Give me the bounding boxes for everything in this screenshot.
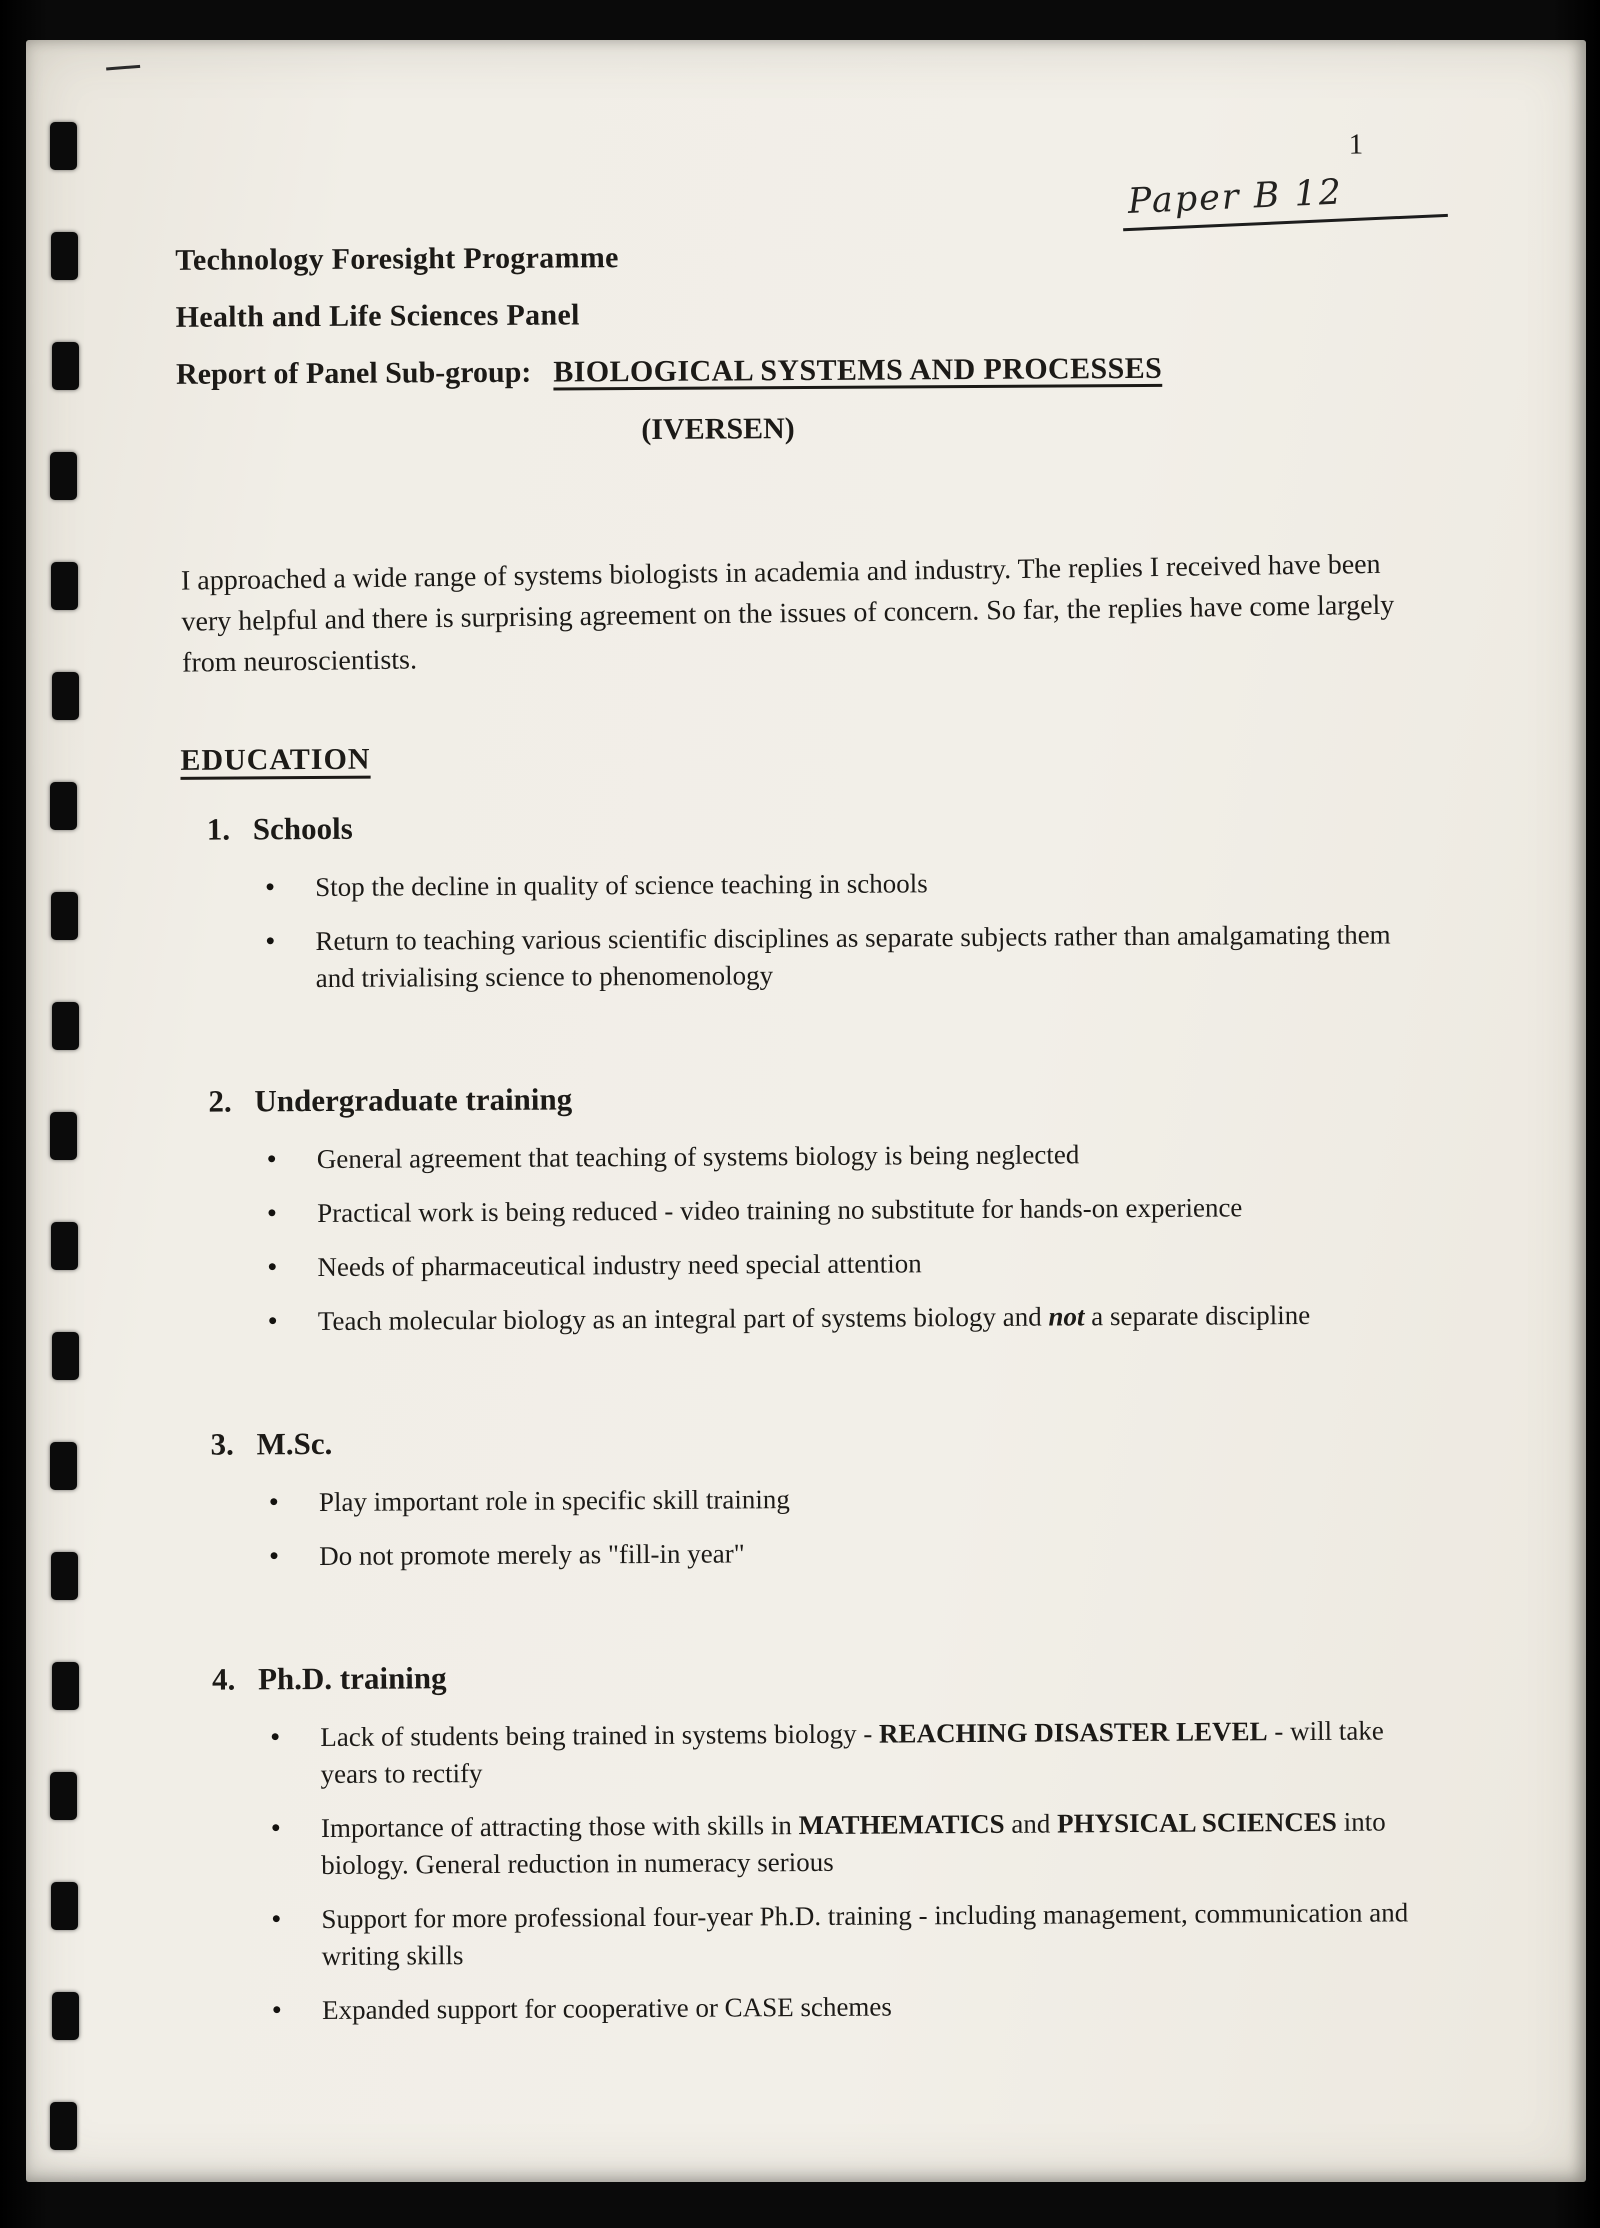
text-run: Do not promote merely as "fill-in year" [319,1538,745,1572]
text-run: Practical work is being reduced - video training no substitute for hands-on experience [317,1192,1243,1229]
section [182,1076,1434,1341]
bullet-icon: ● [269,1547,279,1565]
text-run: a separate discipline [1084,1299,1311,1332]
section-number: 1. [206,811,231,847]
bullet-icon: ● [267,1204,277,1222]
section [186,1654,1438,2030]
section-number: 4. [211,1661,236,1697]
text-run: and [1004,1808,1058,1839]
bullet-text [317,1242,1433,1286]
section [184,1419,1435,1576]
section-number: 3. [210,1426,234,1462]
bullet-item [181,916,1431,998]
header-report-line [176,352,1162,392]
bullet-item [183,1242,1433,1287]
bullet-text [319,1477,1435,1521]
sections [180,736,1438,2047]
bullet-text [317,1134,1433,1178]
education-heading: EDUCATION [180,742,371,777]
section-title: Schools [252,810,353,847]
document-header [175,238,1162,450]
report-prefix: Report of Panel Sub-group: [175,355,532,391]
page-content [26,35,1599,2186]
text-run: MATHEMATICS [798,1808,1005,1841]
section-heading [181,804,1431,848]
text-run: Return to teaching various scientific disciplines as separate subjects rather than amalgamating them and trivialising science to phenomenology [315,919,1391,994]
header-programme: Technology Foresight Programme [175,241,619,277]
text-run: PHYSICAL SCIENCES [1056,1806,1337,1839]
text-run: Support for more professional four-year Ph.D. training - including management, communication and writing skills [321,1897,1409,1971]
bullet-item [187,1803,1437,1885]
bullet-item [185,1531,1435,1576]
bullet-icon: ● [270,1728,281,1746]
bullet-text [321,1894,1437,1975]
text-run: Lack of students being trained in systems biology - [320,1718,880,1752]
bullet-item [183,1134,1433,1179]
section-title: Ph.D. training [257,1660,447,1697]
bullet-text [320,1712,1436,1793]
bullet-icon: ● [268,1493,279,1511]
text-run: Teach molecular biology as an integral part of systems biology and [317,1301,1049,1337]
bullet-item [186,1712,1436,1794]
section-heading [182,1076,1432,1120]
report-author: (IVERSEN) [641,412,795,447]
bullet-icon: ● [270,1819,281,1837]
report-title: BIOLOGICAL SYSTEMS AND PROCESSES [553,351,1163,389]
bullet-text [317,1188,1433,1232]
section-title: Undergraduate training [254,1081,573,1119]
section-heading [186,1654,1436,1698]
pen-mark [106,65,140,71]
text-run: into biology. General reduction in numeracy serious [321,1806,1386,1880]
section [181,804,1432,998]
text-run: General agreement that teaching of systems biology is being neglected [316,1139,1080,1175]
handwritten-annotation: Paper B 12 [1121,168,1448,231]
bullet-text [321,1803,1437,1884]
bullet-icon: ● [271,2001,282,2019]
text-run: REACHING DISASTER LEVEL [878,1716,1268,1749]
section-heading [184,1419,1434,1463]
text-run: Expanded support for cooperative or CASE schemes [321,1991,892,2025]
bullet-item [185,1477,1435,1522]
bullet-item [187,1894,1437,1976]
text-run: Importance of attracting those with skills in [320,1810,799,1843]
section-list [181,804,1438,2030]
bullet-icon: ● [265,932,276,950]
bullet-icon: ● [266,1150,277,1168]
document-page [26,40,1586,2182]
page-number: 1 [1348,128,1364,161]
bullet-item [188,1985,1438,2030]
text-run: not [1048,1301,1085,1332]
bullet-item [181,862,1431,907]
bullet-item [183,1188,1433,1233]
bullet-text [318,1296,1434,1340]
text-run: Play important role in specific skill training [318,1484,790,1518]
bullet-icon: ● [271,1910,282,1928]
intro-paragraph: I approached a wide range of systems biologists in academia and industry. The replies I received have been very helpful and there is surprising agreement on the issues of concern. So far, the replies have come largely from neuroscientists. [180,548,1395,679]
bullet-text [322,1985,1438,2029]
section-title: M.Sc. [256,1425,333,1462]
bullet-icon: ● [267,1258,278,1276]
bullet-text [315,862,1431,906]
header-panel: Health and Life Sciences Panel [175,298,580,334]
bullet-text [315,916,1431,997]
text-run: - will take years to rectify [320,1715,1384,1789]
bullet-icon: ● [267,1312,278,1330]
text-run: Needs of pharmaceutical industry need special attention [317,1248,922,1283]
bullet-item [184,1296,1434,1341]
bullet-icon: ● [265,878,275,896]
text-run: Stop the decline in quality of science teaching in schools [315,868,928,903]
bullet-text [319,1531,1435,1575]
section-number: 2. [208,1083,232,1119]
